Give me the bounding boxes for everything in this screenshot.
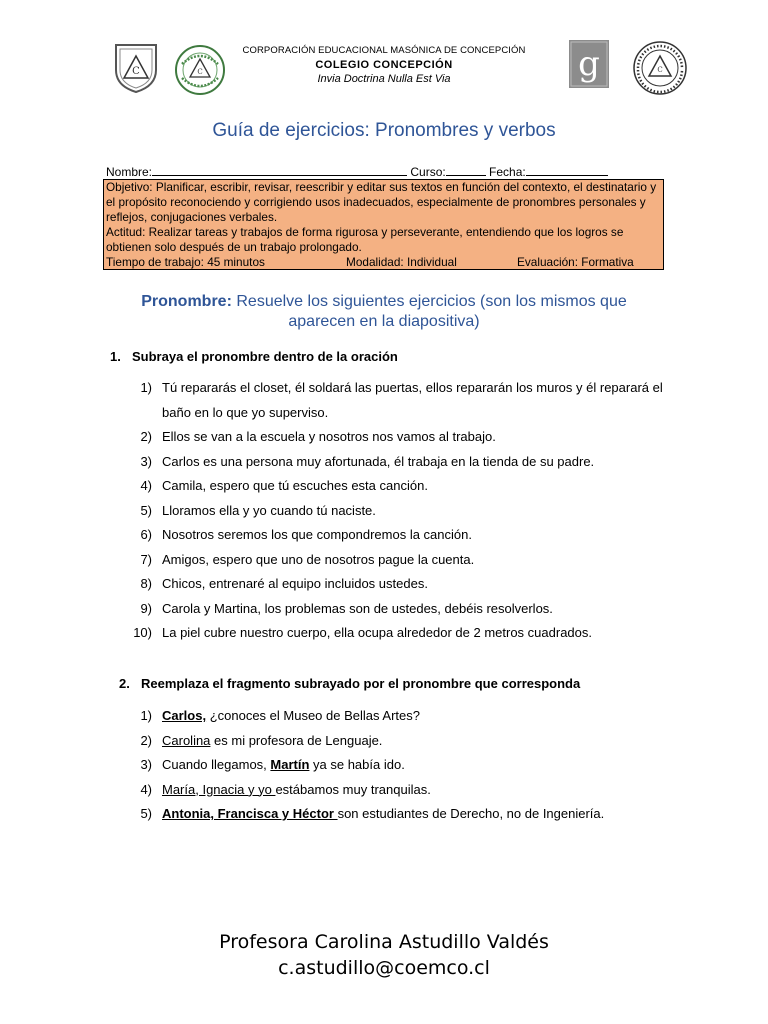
item-number: 5): [140, 806, 152, 821]
g-block-logo: [569, 40, 609, 88]
item-text: [152, 753, 405, 778]
list-item: [128, 704, 688, 729]
item-text: Chicos, entrenaré al equipo incluidos ustedes.: [162, 576, 428, 591]
section-1-number: 1.: [110, 349, 121, 364]
item-number: 9): [140, 600, 152, 616]
school-header: [200, 44, 568, 86]
item-text: Carlos es una persona muy afortunada, él trabaja en la tienda de su padre.: [162, 453, 595, 469]
fecha-field[interactable]: [526, 164, 608, 176]
underlined-fragment: Antonia, Francisca y Héctor: [162, 806, 338, 821]
colegio-concepcion-seal-logo: [632, 40, 688, 96]
evaluacion-text: Evaluación: Formativa: [517, 255, 634, 269]
item-text: Tú repararás el closet, él soldará las puertas, ellos repararán los muros y él reparará el baño en lo que yo superviso.: [162, 380, 663, 420]
teacher-name: Profesora Carolina Astudillo Valdés: [219, 931, 549, 953]
modalidad-text: Modalidad: Individual: [346, 255, 457, 269]
item-number: 1): [140, 380, 152, 395]
list-item: [128, 621, 688, 646]
tiempo-text: Tiempo de trabajo: 45 minutos: [106, 255, 265, 269]
pronoun-instructions: [110, 292, 658, 332]
objetivo-text: Objetivo: Planificar, escribir, revisar, reescribir y editar sus textos en función del contexto, el destinatario y el propósito reconociendo y corrigiendo usos inadecuados, especialmente de pronombres personales y reflejos, conjugaciones verbales.: [106, 180, 657, 224]
item-text: Camila, espero que tú escuches esta canción.: [162, 478, 428, 493]
item-number: 6): [140, 527, 152, 542]
list-item: [128, 376, 688, 425]
page-title: Guía de ejercicios: Pronombres y verbos: [212, 120, 556, 141]
list-item: [128, 450, 688, 475]
section-2-list: [128, 704, 688, 827]
item-text: [152, 729, 382, 754]
item-rest: estábamos muy tranquilas.: [275, 781, 431, 797]
list-item: [128, 802, 688, 827]
item-number: 2): [140, 732, 152, 748]
actitud-text: Actitud: Realizar tareas y trabajos de forma rigurosa y perseverante, entendiendo que los logros se obtienen solo después de un trabajo prolongado.: [106, 225, 624, 254]
item-text: [152, 704, 420, 729]
nombre-label: Nombre:: [106, 165, 153, 179]
section-1-list: [128, 376, 688, 646]
pronombre-label: Pronombre:: [141, 293, 232, 310]
item-number: 4): [140, 478, 152, 493]
underlined-fragment: Carlos,: [162, 708, 207, 723]
list-item: [128, 753, 688, 778]
item-rest: ¿conoces el Museo de Bellas Artes?: [206, 708, 420, 723]
item-number: 7): [140, 551, 152, 567]
item-text: Nosotros seremos los que compondremos la canción.: [162, 527, 472, 542]
underlined-fragment: Martín: [270, 757, 310, 772]
list-item: [128, 523, 688, 548]
underlined-fragment: María, Ignacia y yo: [162, 781, 276, 797]
teacher-footer: [0, 929, 768, 981]
instructions-text: Resuelve los siguientes ejercicios (son los mismos que aparecen en la diapositiva): [236, 293, 627, 330]
svg-text:C: C: [197, 68, 203, 76]
corporation-name: CORPORACIÓN EDUCACIONAL MASÓNICA DE CONCEPCIÓN: [242, 45, 526, 56]
item-text: Carola y Martina, los problemas son de ustedes, debéis resolverlos.: [162, 600, 553, 616]
item-rest: ya se había ido.: [309, 757, 405, 772]
item-number: 1): [140, 708, 152, 723]
section-1-title: Subraya el pronombre dentro de la oración: [132, 349, 398, 364]
item-number: 4): [140, 781, 152, 797]
student-info-line: [106, 164, 666, 179]
svg-text:C: C: [132, 66, 140, 77]
item-number: 2): [140, 429, 152, 444]
item-text: Lloramos ella y yo cuando tú naciste.: [162, 502, 376, 518]
svg-text:g: g: [578, 44, 600, 84]
section-2-title: Reemplaza el fragmento subrayado por el pronombre que corresponda: [141, 676, 581, 691]
item-text: Ellos se van a la escuela y nosotros nos vamos al trabajo.: [162, 429, 496, 444]
section-1-heading: [110, 349, 398, 364]
list-item: [128, 548, 688, 573]
list-item: [128, 729, 688, 754]
item-text: Amigos, espero que uno de nosotros pague la cuenta.: [162, 551, 475, 567]
objectives-box: [103, 179, 664, 270]
item-number: 10): [133, 625, 152, 640]
svg-text:C: C: [657, 66, 663, 74]
teacher-email: c.astudillo@coemco.cl: [278, 957, 490, 979]
underlined-fragment: Carolina: [162, 732, 211, 748]
list-item: [128, 425, 688, 450]
nombre-field[interactable]: [152, 164, 407, 176]
curso-field[interactable]: [446, 164, 486, 176]
item-text: [152, 778, 431, 803]
section-2-heading: [119, 676, 580, 691]
item-number: 3): [140, 757, 152, 772]
item-rest: es mi profesora de Lenguaje.: [210, 732, 383, 748]
item-number: 3): [140, 453, 152, 469]
school-name: COLEGIO CONCEPCIÓN: [315, 59, 453, 71]
school-motto: Invia Doctrina Nulla Est Via: [317, 73, 451, 85]
item-rest: son estudiantes de Derecho, no de Ingeniería.: [337, 806, 605, 821]
item-number: 8): [140, 576, 152, 591]
masonic-shield-logo: [113, 42, 159, 94]
item-number: 5): [140, 502, 152, 518]
fecha-label: Fecha:: [489, 165, 526, 179]
list-item: [128, 474, 688, 499]
list-item: [128, 572, 688, 597]
item-prefix: Cuando llegamos,: [162, 757, 271, 772]
curso-label: Curso:: [410, 165, 446, 179]
item-text: La piel cubre nuestro cuerpo, ella ocupa alrededor de 2 metros cuadrados.: [162, 625, 592, 640]
list-item: [128, 499, 688, 524]
section-2-number: 2.: [119, 676, 130, 691]
list-item: [128, 597, 688, 622]
item-text: [152, 802, 604, 827]
work-details-row: [106, 255, 661, 270]
list-item: [128, 778, 688, 803]
